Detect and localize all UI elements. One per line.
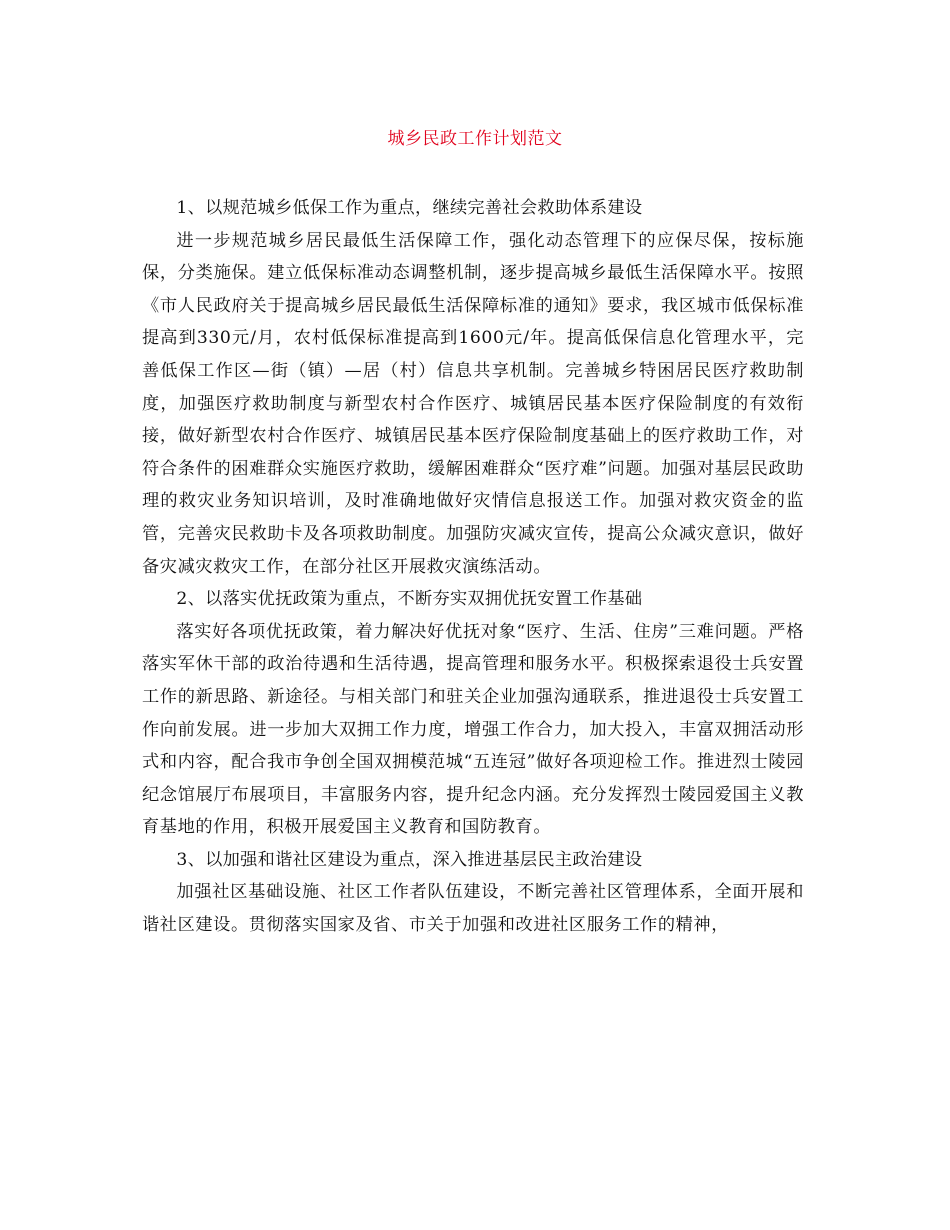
section-heading-3: 3、以加强和谐社区建设为重点，深入推进基层民主政治建设 bbox=[176, 849, 643, 870]
document-title: 城乡民政工作计划范文 bbox=[387, 129, 563, 149]
section-heading-1: 1、以规范城乡低保工作为重点，继续完善社会救助体系建设 bbox=[176, 198, 643, 218]
section-paragraph-2: 落实好各项优抚政策，着力解决好优抚对象“医疗、生活、住房”三难问题。严格落实军休干部的政治待遇和生活待遇，提高管理和服务水平。积极探索退役士兵安置工作的新思路、新途径。与相关部门和驻关企业加强沟通联系，推进退役士兵安置工作向前发展。进一步加大双拥工作力度，增强工作合力，加大投入，丰富双拥活动形式和内容，配合我市争创全国双拥模范城“五连冠”做好各项迎检工作。推进烈士陵园纪念馆展厅布展项目，丰富服务内容，提升纪念内涵。充分发挥烈士陵园爱国主义教育基地的作用，积极开展爱国主义教育和国防教育。 bbox=[142, 621, 804, 838]
section-paragraph-1: 进一步规范城乡居民最低生活保障工作，强化动态管理下的应保尽保，按标施保，分类施保。建立低保标准动态调整机制，逐步提高城乡最低生活保障水平。按照《市人民政府关于提高城乡居民最低生活保障标准的通知》要求，我区城市低保标准提高到330元/月，农村低保标准提高到1600元/年。提高低保信息化管理水平，完善低保工作区—街（镇）—居（村）信息共享机制。完善城乡特困居民医疗救助制度，加强医疗救助制度与新型农村合作医疗、城镇居民基本医疗保险制度的有效衔接，做好新型农村合作医疗、城镇居民基本医疗保险制度基础上的医疗救助工作，对符合条件的困难群众实施医疗救助，缓解困难群众“医疗难”问题。加强对基层民政助理的救灾业务知识培训，及时准确地做好灾情信息报送工作。加强对救灾资金的监管，完善灾民救助卡及各项救助制度。加强防灾减灾宣传，提高公众减灾意识，做好备灾减灾救灾工作，在部分社区开展救灾演练活动。 bbox=[142, 230, 804, 577]
document-body bbox=[142, 192, 804, 942]
section-paragraph-3: 加强社区基础设施、社区工作者队伍建设，不断完善社区管理体系，全面开展和谐社区建设。贯彻落实国家及省、市关于加强和改进社区服务工作的精神， bbox=[142, 882, 804, 936]
section-heading-2: 2、以落实优抚政策为重点，不断夯实双拥优抚安置工作基础 bbox=[176, 589, 643, 610]
